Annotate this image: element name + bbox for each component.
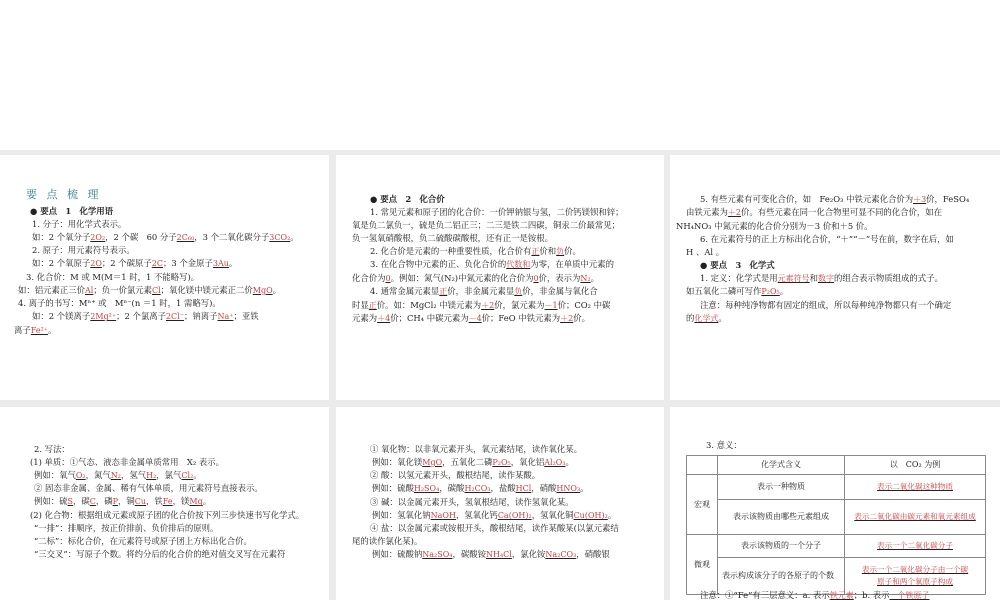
text: ，硝酸 [531,483,557,494]
text-line: ② 固态非金属、金属、稀有气体单质，用元素符号直接表示。 [34,483,263,494]
text-line: “一排”：排顺序，按正价排前、负价排后的原则。 [34,522,219,533]
answer: 表示一个二氧化碳分子 [877,541,953,551]
text: 。 [565,457,574,468]
answer: ＋4 [377,314,391,324]
text: 如：铝元素正三价 [18,284,85,295]
point-1-title: ● 要点 1 化学用语 [30,206,114,216]
slide-panel-6[interactable] [670,407,1000,600]
text: ；负一价氯元素 [93,284,152,295]
text-line [372,482,658,495]
text-line: (2) 化合物：根据组成元素或原子团的化合价按下列三步快速书写化学式。 [30,509,305,520]
answer: 负 [514,287,523,297]
text-line: ① 氧化物：以非氧元素开头，氧元素结尾，读作氧化某。 [370,444,583,454]
text: 如：2 个氧原子 [32,258,91,269]
text: 。 [718,312,727,323]
text-line: 4. 离子的书写：Mⁿ⁺ 或 Mⁿ⁻(n ＝1 时，1 需略写)。 [18,298,221,309]
text: 。 [272,284,282,295]
text-line: 1. 分子：用化学式表示。 [32,219,127,230]
answer: HCl [515,484,532,494]
text: 价。有些元素在同一化合物里可显不同的化合价，如在 [740,207,942,218]
text: ；亚铁 [233,311,259,322]
text: 如：2 个氧分子 [32,232,91,243]
text: 价。 [573,313,590,324]
text-line [32,257,299,270]
text: 注意：①“Fe”有三层意义：a. 表示 [700,590,830,600]
text: 。 [607,509,617,520]
table-row [687,535,986,558]
text: ，氢氧化铜 [531,509,574,520]
meaning-title: 3. 意义： [706,440,742,450]
text: 化合价为 [352,272,386,283]
text: ；3 个金原子 [163,258,213,269]
text: 由铁元素为 [686,207,728,218]
point-2-title: ● 要点 2 化合价 [370,194,445,204]
text: ；钠离子 [183,311,218,322]
text: 价和 [539,246,557,257]
answer: NH₄Cl [485,550,512,560]
text: 例如：氧化镁 [372,457,423,468]
answer: 3CO₂ [269,233,291,243]
answer: P₂O₅ [761,287,780,297]
text: 例如：硫酸 [372,483,414,494]
text: 。例如：氮气(N₂)中氮元素的化合价为 [390,272,534,283]
text-line: 负一氢氧硝酸根，负二硫酸碳酸根，还有正一是铵根。 [352,233,553,244]
text: ，氮气 [85,470,111,481]
text-line: (1) 单质：①气态、液态非金属单质常用 X₂ 表示。 [30,457,225,468]
text-line: ④ 盐：以金属元素或铵根开头，酸根结尾，读作某酸某(以氯元素结 [370,523,619,534]
text-line [32,310,299,323]
row-group-label: 宏观 [687,475,718,535]
text-line: ② 酸：以氢元素开头，酸根结尾，读作某酸。 [370,470,541,481]
text: ，2 个碳 60 分子 [105,232,177,243]
table-cell [845,500,986,535]
text-line [14,324,299,337]
answer: Cu(OH)₂ [573,510,608,520]
table-cell: 表示该物质由哪些元素组成 [718,500,845,535]
panel6-title-wrap [706,439,742,452]
answer: 表示一个二氧化碳分子由一个碳 [861,565,969,574]
answer: ＋3 [913,195,927,204]
text: 例如：硫酸钠 [372,549,423,560]
answer: C [89,497,96,507]
answer: 2O [90,259,102,269]
table-cell: 表示一种物质 [718,475,845,500]
answer: ＋2 [560,314,574,324]
text: 价，氯元素为 [494,299,545,310]
answer: 2Cl⁻ [165,312,184,322]
text: 价，表示为 [538,272,581,283]
answer: 表示二氧化碳由碳元素和氧元素组成 [854,512,976,522]
panel5-body [352,443,658,562]
answer: 0 [533,273,539,283]
text: ；2 个碳原子 [101,258,152,269]
meaning-table-wrap [686,455,986,595]
answer: －4 [468,314,482,324]
text: ，磷 [95,496,113,507]
answer: Fe [162,497,173,507]
answer: Na⁺ [217,312,234,322]
text: ，氢气 [120,470,147,481]
text: 价，非金属元素显 [447,286,515,297]
answer: S [67,497,73,507]
text: ，五氧化二磷 [442,457,493,468]
text: 元素为 [352,313,378,324]
text: ，3 个二氧化碳分子 [194,232,270,243]
text: 5. 有些元素有可变化合价，如 Fe₂O₃ 中铁元素化合价为 [700,194,914,204]
text-line [352,312,657,325]
answer: Na₂SO₄ [422,550,453,560]
text-line: ③ 碱：以金属元素开头，氢氧根结尾，读作氢氧化某。 [370,496,574,507]
slide-panel-5[interactable] [336,407,664,600]
text: 例如：氢氧化钠 [372,509,431,520]
text-line [372,456,658,469]
text-line [686,206,994,219]
text-line [700,272,994,285]
answer: MgO [252,285,273,295]
row-group-label: 微观 [687,535,718,595]
table-cell: 表示该物质的一个分子 [718,535,845,558]
text: 。 [193,470,202,481]
text-line [370,245,657,258]
answer: P₂O₅ [492,458,511,468]
text: 。 [228,258,238,269]
table-row [687,475,986,500]
answer: N₂ [580,273,591,283]
text: 价，非金属与氧化合 [522,286,598,297]
answer: 负 [556,247,565,257]
answer: Al₂O₃ [544,458,566,468]
answer: 数字 [818,273,835,283]
answer: N₂ [110,471,121,481]
text: 4. 通常金属元素显 [370,286,440,297]
blank-top-area [0,0,1000,150]
answer: 原子和两个氧原子构成 [877,577,953,587]
text-line [32,231,299,244]
text: 价；CH₄ 中碳元素为 [390,313,469,324]
answer: 2C [151,259,163,269]
text-line [352,272,657,285]
text: 2. 化合价是元素的一种重要性质，化合价有 [370,246,532,257]
text: 的组合表示物质组成的式子。 [834,272,943,283]
table-cell [845,475,986,500]
text: 。 [290,232,299,243]
text-line [34,469,326,482]
text-line [372,509,658,522]
answer: HNO₃ [556,484,581,494]
text: ；b. 表示 [853,590,890,600]
slide-panel-3[interactable] [670,155,1000,400]
answer: 代数和 [506,260,531,270]
answer: 铁元素 [829,591,854,600]
text: ，氯气 [156,470,182,481]
slide-panel-2[interactable] [336,155,664,400]
answer: H₂ [146,471,157,481]
answer: 2Mg²⁺ [90,312,117,322]
answer: Cu [134,497,147,507]
table-cell [845,535,986,558]
text: 价，FeSO₄ [926,194,970,204]
answer: Na₂CO₃ [545,550,577,560]
text-line [34,495,326,508]
answer: MgO [422,458,443,468]
text-line [352,299,657,312]
text: ，碳酸铵 [452,549,486,560]
text: ，氧化铝 [510,457,545,468]
table-row [687,500,986,535]
section-heading: 要 点 梳 理 [26,188,102,201]
panel4-body [18,443,326,561]
text: ，碳酸 [439,483,465,494]
answer: 元素符号 [777,273,810,283]
answer: P [112,497,118,507]
text-line: 氧是负二氯负一，硫是负二铝正三；二三是铁二四碳，铜汞二价最常见； [352,220,620,231]
text: 价；CO₂ 中碳 [557,299,611,310]
answer: Mg [189,497,203,507]
text-line: NH₄NO₃ 中氮元素的化合价分别为－3 价和＋5 价。 [676,220,873,231]
answer: Al [85,285,94,295]
table-header-row [687,456,986,475]
answer: NaOH [430,510,456,520]
text-line: 注意：每种纯净物都有固定的组成，所以每种纯净物都只有一个确定 [700,299,952,310]
text: 价。 [564,246,581,257]
text: 时显 [352,299,369,310]
answer: －1 [544,300,558,310]
answer: 表示二氧化碳这种物质 [877,482,953,492]
meaning-table [686,455,986,595]
panel1-body [14,205,299,337]
text: 例如：硫 [34,496,68,507]
text-line: 2. 原子：用元素符号表示。 [32,245,135,256]
text-line: 2. 写法： [34,444,70,454]
text-line: 1. 常见元素和原子团的化合价：一价钾钠银与氢，二价钙镁钡和锌； [370,207,624,218]
text: ，盐酸 [490,483,516,494]
text-line [18,284,299,297]
text: 1. 定义：化学式是用 [700,272,778,283]
point-3-title: ● 要点 3 化学式 [700,259,775,270]
text-line: H 、Al 。 [686,246,725,257]
slide-panel-4[interactable] [0,407,329,600]
text: 。 [202,496,212,507]
text-line: 3. 化合价：M 或 M(M＝1 时，1 不能略写)。 [26,271,200,282]
text: 。 [580,483,589,494]
text-line [372,548,658,561]
text: 3. 在化合物中元素的正、负化合价的 [370,259,507,270]
text: 。 [48,324,57,335]
text: 如五氧化二磷可写作 [686,286,762,297]
answer: 正 [439,287,448,297]
text: 例如：氧气 [34,470,76,481]
text: 价；FeO 中铁元素为 [481,313,561,324]
text: ，碳 [72,496,90,507]
text: ，铜 [118,496,135,507]
answer: 2C₆₀ [176,233,195,243]
text: ，镁 [172,496,190,507]
answer: H₂CO₃ [464,484,491,494]
text-line: “二标”：标化合价，在元素符号或原子团上方标出化合价。 [34,535,252,546]
text-line: “三交叉”：写原子个数。将约分后的化合价的绝对值交叉写在元素符 [34,548,286,559]
panel2-body [352,193,657,325]
text-line [686,285,994,298]
note-wrap [700,589,930,600]
answer: 正 [368,300,377,310]
table-header: 化学式含义 [718,456,845,475]
table-header: 以 CO₂ 为例 [845,456,986,475]
answer: Ca(OH)₂ [497,510,532,520]
text: 。 [779,286,789,297]
text: ；氧化镁中镁元素正二价 [160,284,253,295]
text-line [370,258,657,271]
table-cell: 表示构成该分子的各原子的个数 [718,558,845,595]
panel1-content [26,186,102,207]
text-line: 6. 在元素符号的正上方标出化合价，“＋”“－”号在前，数字在后，如 [700,233,954,244]
text: 如：2 个镁离子 [32,311,91,322]
slide-panel-1[interactable] [0,155,329,400]
answer: Cl [151,285,161,295]
text: 离子 [14,324,31,335]
text: 和 [809,272,819,283]
answer: 0 [385,273,391,283]
answer: 正 [531,247,540,257]
text-line [686,312,994,325]
answer: H₂SO₄ [413,484,440,494]
text: ；2 个氯离子 [116,311,166,322]
text: ，氢氧化钙 [455,509,498,520]
answer: ＋2 [727,208,741,218]
text: ，氯化铵 [511,549,546,560]
answer: 化学式 [694,313,719,323]
answer: 2O₂ [90,233,106,243]
answer: 一个铁原子 [889,591,930,600]
text: 。 [590,272,600,283]
answer: ＋2 [481,300,495,310]
table-corner [687,456,718,475]
text-line [700,589,930,600]
text: ，铁 [146,496,163,507]
text: ，硝酸银 [576,549,610,560]
answer: Cl₂ [181,471,194,481]
text-line: 尾的读作氯化某)。 [352,536,423,547]
answer: O₂ [75,471,86,481]
text: 为零，在单质中元素的 [530,259,615,270]
text: 价。如：MgCl₂ 中镁元素为 [376,299,482,310]
answer: 3Au [212,259,229,269]
answer: Fe²⁺ [30,325,49,335]
panel3-body [676,193,994,325]
text-line [370,285,657,298]
text-line [700,193,994,206]
text: 的 [686,312,695,323]
